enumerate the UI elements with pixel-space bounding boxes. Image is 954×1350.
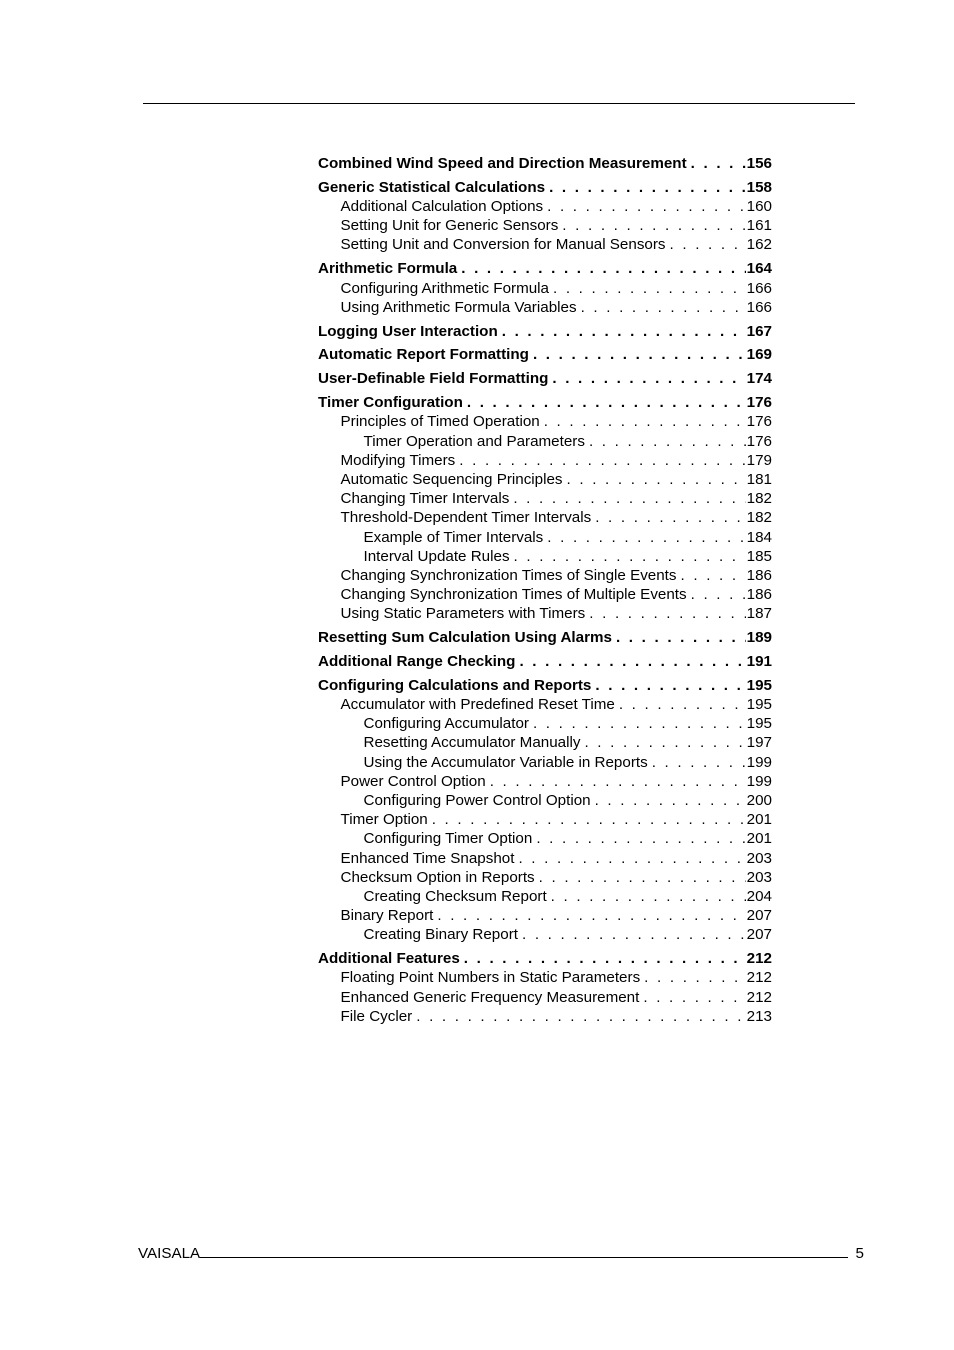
toc-entry-page: 199 — [746, 753, 772, 771]
toc-entry-level-1[interactable] — [318, 154, 772, 173]
toc-entry-level-3[interactable] — [318, 925, 772, 944]
toc-entry-title: Logging User Interaction — [318, 322, 498, 340]
toc-entry-level-2[interactable] — [318, 566, 772, 585]
footer-rule — [200, 1243, 847, 1258]
toc-entry-level-2[interactable] — [318, 968, 772, 987]
toc-dot-leader — [567, 470, 746, 489]
toc-entry-page: 186 — [746, 566, 772, 584]
toc-entry-title: Floating Point Numbers in Static Parameters — [340, 969, 641, 987]
toc-entry-level-1[interactable] — [318, 652, 772, 671]
footer-brand: VAISALA — [138, 1245, 201, 1262]
toc-entry-page: 204 — [746, 887, 772, 905]
toc-dot-leader — [643, 988, 745, 1007]
toc-entry-level-2[interactable] — [318, 412, 772, 431]
toc-entry-level-2[interactable] — [318, 279, 772, 298]
toc-dot-leader — [691, 154, 746, 173]
toc-entry-title: Creating Checksum Report — [363, 887, 547, 905]
toc-entry-page: 185 — [746, 547, 772, 565]
toc-entry-title: Additional Range Checking — [318, 653, 516, 670]
toc-entry-title: Power Control Option — [340, 772, 486, 790]
toc-entry-title: Timer Configuration — [318, 394, 463, 412]
toc-entry-level-3[interactable] — [318, 432, 772, 451]
toc-entry-title: Setting Unit and Conversion for Manual Sensors — [340, 236, 666, 254]
toc-dot-leader — [551, 887, 746, 906]
toc-entry-level-2[interactable] — [318, 298, 772, 317]
toc-entry-page: 195 — [746, 676, 772, 694]
toc-dot-leader — [518, 849, 745, 868]
toc-dot-leader — [595, 508, 745, 527]
toc-entry-level-1[interactable] — [318, 178, 772, 197]
toc-entry-page: 181 — [746, 470, 772, 488]
header-rule — [143, 103, 855, 104]
toc-entry-title: Configuring Power Control Option — [363, 792, 591, 809]
toc-entry-title: Threshold-Dependent Timer Intervals — [340, 509, 592, 527]
toc-dot-leader — [652, 753, 746, 772]
toc-entry-page: 207 — [746, 926, 772, 944]
toc-entry-page: 199 — [746, 772, 772, 790]
toc-entry-page: 197 — [746, 734, 772, 752]
toc-dot-leader — [502, 322, 746, 341]
toc-entry-page: 160 — [746, 198, 772, 216]
toc-entry-page: 195 — [746, 715, 772, 733]
toc-entry-page: 182 — [746, 490, 772, 508]
toc-entry-page: 203 — [746, 849, 772, 867]
toc-entry-page: 174 — [746, 370, 772, 388]
toc-entry-page: 169 — [746, 346, 772, 364]
toc-entry-page: 201 — [746, 811, 772, 829]
toc-entry-page: 191 — [746, 653, 772, 670]
toc-entry-level-1[interactable] — [318, 628, 772, 647]
toc-entry-level-1[interactable] — [318, 322, 772, 341]
toc-entry-page: 203 — [746, 868, 772, 886]
toc-entry-page: 179 — [746, 451, 772, 469]
toc-entry-level-3[interactable] — [318, 753, 772, 772]
toc-dot-leader — [416, 1007, 745, 1026]
toc-entry-page: 184 — [746, 528, 772, 546]
toc-entry-title: Resetting Accumulator Manually — [363, 734, 581, 752]
toc-dot-leader — [562, 216, 745, 235]
toc-dot-leader — [584, 733, 745, 752]
toc-dot-leader — [513, 489, 745, 508]
toc-entry-page: 213 — [746, 1007, 772, 1025]
toc-entry-title: Automatic Report Formatting — [318, 346, 529, 364]
toc-entry-level-2[interactable] — [318, 695, 772, 714]
toc-entry-page: 167 — [746, 322, 772, 340]
toc-entry-page: 161 — [746, 217, 772, 235]
toc-entry-title: Changing Synchronization Times of Multiple Events — [340, 586, 687, 604]
toc-dot-leader — [552, 369, 745, 388]
toc-entry-title: File Cycler — [340, 1007, 413, 1025]
toc-entry-level-3[interactable] — [318, 791, 772, 810]
toc-entry-title: Additional Calculation Options — [340, 198, 544, 216]
toc-dot-leader — [464, 949, 746, 968]
toc-entry-level-2[interactable] — [318, 585, 772, 604]
toc-dot-leader — [536, 829, 745, 848]
toc-dot-leader — [533, 345, 746, 364]
toc-entry-title: Configuring Arithmetic Formula — [340, 279, 549, 297]
toc-entry-page: 166 — [746, 298, 772, 316]
toc-entry-level-2[interactable] — [318, 604, 772, 623]
toc-entry-level-2[interactable] — [318, 868, 772, 887]
footer-page-number: 5 — [855, 1245, 864, 1262]
toc-dot-leader — [519, 652, 745, 671]
toc-entry-title: Combined Wind Speed and Direction Measurement — [318, 155, 687, 172]
toc-dot-leader — [681, 566, 746, 585]
toc-entry-title: Configuring Calculations and Reports — [318, 676, 592, 694]
toc-entry-level-1[interactable] — [318, 949, 772, 968]
toc-entry-level-3[interactable] — [318, 528, 772, 547]
toc-entry-title: Enhanced Generic Frequency Measurement — [340, 988, 640, 1006]
toc-entry-page: 195 — [746, 696, 772, 714]
toc-entry-page: 158 — [746, 178, 772, 196]
toc-entry-level-2[interactable] — [318, 1007, 772, 1026]
toc-dot-leader — [595, 676, 745, 695]
toc-entry-level-1[interactable] — [318, 369, 772, 388]
toc-entry-title: Creating Binary Report — [363, 926, 518, 944]
toc-dot-leader — [670, 235, 746, 254]
toc-dot-leader — [589, 604, 745, 623]
toc-dot-leader — [514, 547, 746, 566]
toc-entry-level-2[interactable] — [318, 235, 772, 254]
toc-entry-page: 176 — [746, 413, 772, 431]
toc-entry-page: 201 — [746, 830, 772, 848]
toc-entry-page: 156 — [746, 155, 772, 172]
toc-dot-leader — [461, 259, 745, 278]
toc-dot-leader — [432, 810, 746, 829]
toc-entry-title: Checksum Option in Reports — [340, 868, 535, 886]
toc-entry-level-1[interactable] — [318, 345, 772, 364]
toc-dot-leader — [533, 714, 746, 733]
toc-entry-page: 212 — [746, 988, 772, 1006]
toc-entry-page: 176 — [746, 394, 772, 412]
toc-entry-page: 166 — [746, 279, 772, 297]
toc-entry-title: Arithmetic Formula — [318, 260, 458, 278]
toc-dot-leader — [581, 298, 746, 317]
toc-dot-leader — [589, 432, 746, 451]
toc-entry-level-3[interactable] — [318, 887, 772, 906]
toc-entry-level-2[interactable] — [318, 772, 772, 791]
toc-dot-leader — [522, 925, 746, 944]
toc-entry-level-2[interactable] — [318, 451, 772, 470]
toc-dot-leader — [549, 178, 746, 197]
toc-dot-leader — [547, 197, 746, 216]
toc-dot-leader — [691, 585, 746, 604]
toc-entry-title: Principles of Timed Operation — [340, 413, 540, 431]
toc-entry-level-2[interactable] — [318, 810, 772, 829]
toc-dot-leader — [595, 791, 746, 810]
toc-entry-level-2[interactable] — [318, 508, 772, 527]
toc-dot-leader — [490, 772, 746, 791]
toc-entry-title: Binary Report — [340, 907, 434, 925]
toc-entry-page: 162 — [746, 236, 772, 254]
toc-entry-title: Changing Timer Intervals — [340, 490, 510, 508]
toc-entry-level-3[interactable] — [318, 714, 772, 733]
toc-dot-leader — [553, 279, 746, 298]
toc-entry-title: Using Arithmetic Formula Variables — [340, 298, 577, 316]
toc-dot-leader — [547, 528, 745, 547]
toc-entry-title: Generic Statistical Calculations — [318, 178, 546, 196]
table-of-contents — [318, 154, 772, 1026]
toc-entry-title: Additional Features — [318, 950, 460, 968]
toc-dot-leader — [619, 695, 746, 714]
toc-dot-leader — [539, 868, 746, 887]
toc-dot-leader — [467, 393, 746, 412]
toc-entry-title: Modifying Timers — [340, 451, 456, 469]
toc-entry-page: 212 — [746, 969, 772, 987]
toc-entry-title: Setting Unit for Generic Sensors — [340, 217, 559, 235]
toc-entry-page: 186 — [746, 586, 772, 604]
toc-entry-level-1[interactable] — [318, 259, 772, 278]
toc-entry-title: Configuring Timer Option — [363, 830, 533, 848]
toc-entry-title: Accumulator with Predefined Reset Time — [340, 696, 615, 714]
toc-entry-level-1[interactable] — [318, 676, 772, 695]
toc-entry-level-3[interactable] — [318, 829, 772, 848]
toc-dot-leader — [616, 628, 746, 647]
toc-entry-title: Timer Option — [340, 811, 428, 829]
toc-entry-page: 212 — [746, 950, 772, 968]
toc-entry-title: Using the Accumulator Variable in Reports — [363, 753, 648, 771]
toc-entry-page: 200 — [746, 792, 772, 809]
toc-entry-page: 176 — [746, 432, 772, 450]
toc-entry-title: Using Static Parameters with Timers — [340, 605, 586, 623]
toc-entry-level-2[interactable] — [318, 489, 772, 508]
toc-entry-title: Interval Update Rules — [363, 547, 510, 565]
toc-entry-title: Configuring Accumulator — [363, 715, 529, 733]
toc-entry-level-2[interactable] — [318, 216, 772, 235]
toc-entry-level-2[interactable] — [318, 849, 772, 868]
toc-entry-title: Changing Synchronization Times of Single Events — [340, 566, 677, 584]
toc-entry-page: 207 — [746, 907, 772, 925]
toc-entry-page: 187 — [746, 605, 772, 623]
toc-entry-title: Enhanced Time Snapshot — [340, 849, 515, 867]
toc-entry-page: 164 — [746, 260, 772, 278]
toc-dot-leader — [459, 451, 745, 470]
toc-dot-leader — [644, 968, 745, 987]
toc-entry-level-3[interactable] — [318, 547, 772, 566]
toc-entry-page: 182 — [746, 509, 772, 527]
toc-entry-title: Resetting Sum Calculation Using Alarms — [318, 629, 612, 647]
toc-dot-leader — [437, 906, 745, 925]
toc-entry-level-2[interactable] — [318, 988, 772, 1007]
toc-entry-level-3[interactable] — [318, 733, 772, 752]
toc-entry-title: Example of Timer Intervals — [363, 528, 544, 546]
toc-entry-page: 189 — [746, 629, 772, 647]
toc-entry-title: Automatic Sequencing Principles — [340, 470, 563, 488]
toc-entry-level-2[interactable] — [318, 470, 772, 489]
toc-entry-level-1[interactable] — [318, 393, 772, 412]
toc-dot-leader — [544, 412, 746, 431]
toc-entry-title: User-Definable Field Formatting — [318, 370, 549, 388]
toc-entry-level-2[interactable] — [318, 906, 772, 925]
page-footer — [138, 1243, 864, 1262]
toc-entry-title: Timer Operation and Parameters — [363, 432, 585, 450]
toc-entry-level-2[interactable] — [318, 197, 772, 216]
